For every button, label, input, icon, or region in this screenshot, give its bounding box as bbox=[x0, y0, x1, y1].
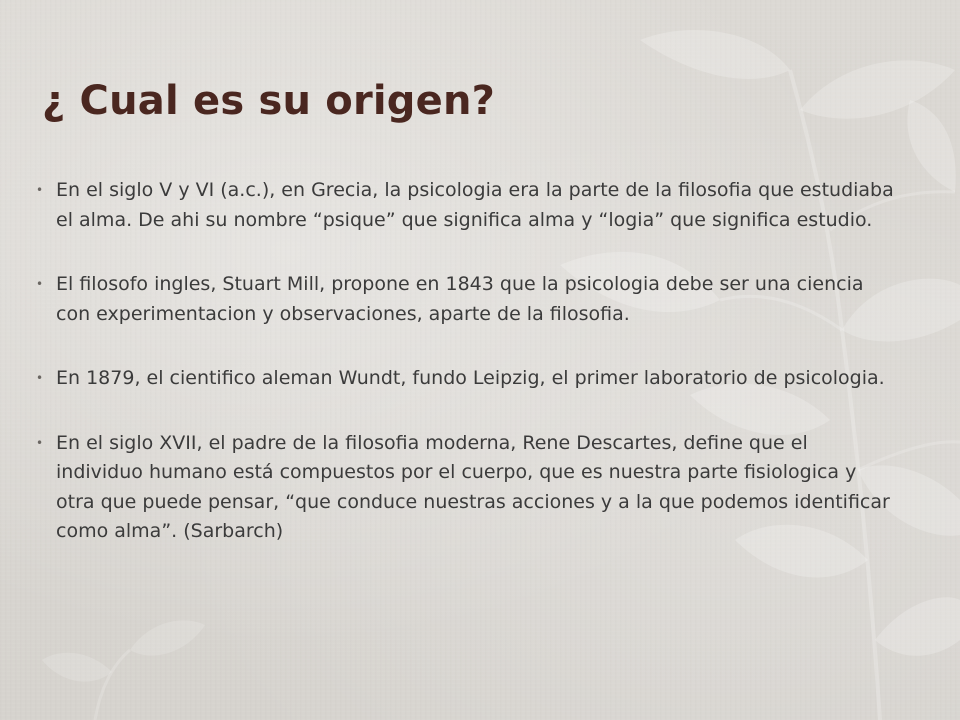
bullet-icon: • bbox=[36, 183, 44, 197]
list-item bbox=[34, 270, 899, 329]
bullet-text: El filosofo ingles, Stuart Mill, propone en 1843 que la psicologia debe ser una ciencia con experimentacion y observaciones, aparte de la filosofia. bbox=[56, 273, 864, 325]
bullet-text: En el siglo XVII, el padre de la filosofia moderna, Rene Descartes, define que el individuo humano está compuestos por el cuerpo, que es nuestra parte fisiologica y otra que puede pensar, “que conduce nuestras acciones y a la que podemos identificar como alma”. (Sarbarch) bbox=[56, 431, 890, 542]
bullet-text: En el siglo V y VI (a.c.), en Grecia, la psicologia era la parte de la filosofia que estudiaba el alma. De ahi su nombre “psique” que significa alma y “logia” que significa estudio. bbox=[56, 179, 894, 231]
bullet-icon: • bbox=[36, 277, 44, 291]
slide-title: ¿ Cual es su origen? bbox=[42, 78, 496, 124]
bullet-icon: • bbox=[36, 435, 44, 450]
list-item bbox=[34, 429, 899, 547]
list-item bbox=[34, 364, 899, 394]
bullet-list bbox=[34, 176, 899, 582]
bullet-icon: • bbox=[36, 371, 44, 385]
list-item bbox=[34, 176, 899, 235]
bullet-text: En 1879, el cientifico aleman Wundt, fundo Leipzig, el primer laboratorio de psicologia. bbox=[56, 367, 885, 389]
